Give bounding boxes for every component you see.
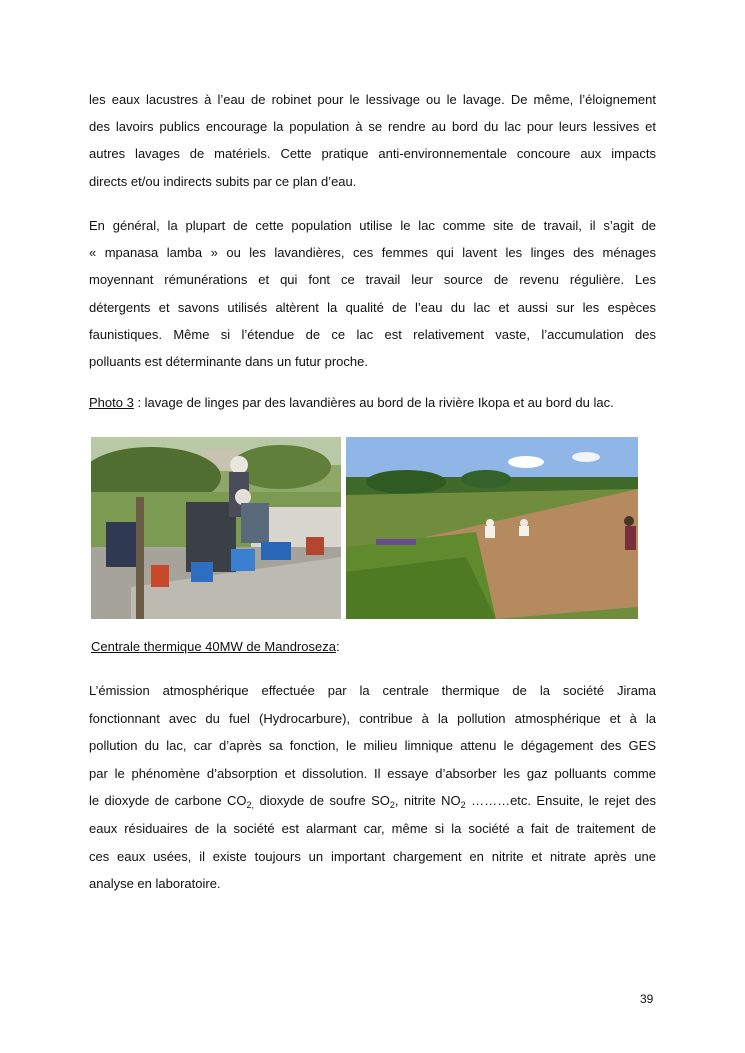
text-line: directs et/ou indirects subits par ce plan d’eau. xyxy=(89,173,357,189)
text-line: par le phénomène d’absorption et dissolution. Il essaye d’absorber les gaz polluants comme xyxy=(89,765,656,781)
text-line: polluants est déterminante dans un futur proche. xyxy=(89,354,368,370)
section-title-power-plant xyxy=(91,636,340,658)
section-title-colon: : xyxy=(335,639,340,654)
text-line: des lavoirs publics encourage la population à se rendre au bord du lac pour leurs lessives et xyxy=(89,119,656,135)
washing-basin-image xyxy=(91,437,341,619)
text-line: moyennant rémunérations et qui font ce travail leur source de revenu régulière. Les xyxy=(89,272,656,288)
text-line: fonctionnant avec du fuel (Hydrocarbure), contribue à la pollution atmosphérique et à la xyxy=(89,710,656,726)
caption-label: Photo 3 xyxy=(89,395,134,410)
photo-river-bank xyxy=(346,437,638,619)
text-line: pollution du lac, car d’après sa fonction, le milieu limnique attenu le dégagement des GES xyxy=(89,738,656,754)
page-number: 39 xyxy=(640,992,654,1006)
caption-text: : lavage de linges par des lavandières au bord de la rivière Ikopa et au bord du lac. xyxy=(133,395,614,410)
paragraph-washerwomen xyxy=(89,212,656,375)
text-line-chemicals xyxy=(89,787,656,815)
section-title-text: Centrale thermique 40MW de Mandroseza xyxy=(91,639,336,654)
text-line: L’émission atmosphérique effectuée par la centrale thermique de la société Jirama xyxy=(89,683,656,698)
text-line: les eaux lacustres à l’eau de robinet pour le lessivage ou le lavage. De même, l’éloignement xyxy=(89,92,656,107)
chem-text-co2: le dioxyde de carbone CO xyxy=(89,793,247,809)
chem-sub-no2: 2 xyxy=(460,800,466,811)
chem-text-no2: , nitrite NO xyxy=(394,793,461,809)
chem-text-rest: ………etc. Ensuite, le rejet des xyxy=(465,793,657,809)
text-line: ces eaux usées, il existe toujours un important chargement en nitrite et nitrate après une xyxy=(89,848,656,864)
photo-caption xyxy=(89,392,656,414)
text-line: analyse en laboratoire. xyxy=(89,876,221,892)
chem-sub-co2: 2, xyxy=(246,800,255,811)
text-line: « mpanasa lamba » ou les lavandières, ces femmes qui lavent les linges des ménages xyxy=(89,245,656,261)
river-bank-image xyxy=(346,437,638,619)
photo-washing-basin xyxy=(91,437,341,619)
text-line: autres lavages de matériels. Cette pratique anti-environnementale concoure aux impacts xyxy=(89,146,656,162)
paragraph-power-plant xyxy=(89,677,656,898)
chem-text-so2: dioxyde de soufre SO xyxy=(254,793,390,809)
text-line: eaux résiduaires de la société est alarmant car, même si la société a fait de traitement de xyxy=(89,820,656,836)
chem-sub-so2: 2 xyxy=(389,800,395,811)
text-line: En général, la plupart de cette population utilise le lac comme site de travail, il s’agit de xyxy=(89,218,656,233)
paragraph-laundry-context xyxy=(89,86,656,195)
text-line: détergents et savons utilisés altèrent la qualité de l’eau du lac et aussi sur les espèces xyxy=(89,299,656,315)
text-line: faunistiques. Même si l’étendue de ce lac est relativement vaste, l’accumulation des xyxy=(89,326,656,342)
